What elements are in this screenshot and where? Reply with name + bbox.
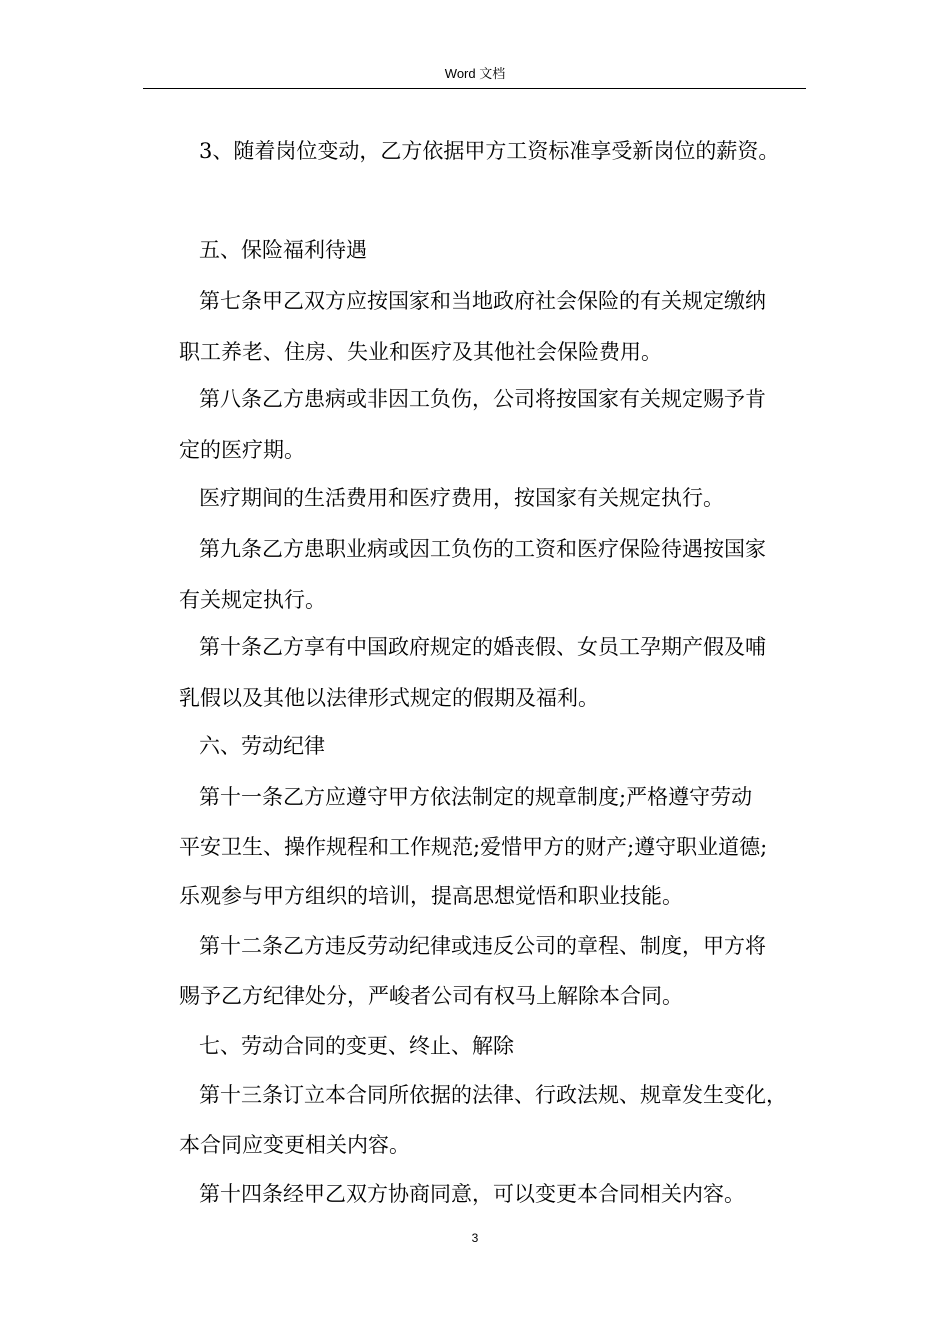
- body-line: 定的医疗期。: [179, 438, 305, 462]
- body-line: 3、随着岗位变动，乙方依据甲方工资标准享受新岗位的薪资。: [199, 139, 780, 163]
- body-line: 第十四条经甲乙双方协商同意，可以变更本合同相关内容。: [199, 1182, 745, 1206]
- body-line: 有关规定执行。: [179, 588, 326, 612]
- body-line: 医疗期间的生活费用和医疗费用，按国家有关规定执行。: [199, 486, 724, 510]
- body-line: 第七条甲乙双方应按国家和当地政府社会保险的有关规定缴纳: [199, 289, 766, 313]
- section-heading: 七、劳动合同的变更、终止、解除: [199, 1034, 514, 1058]
- body-line: 第十条乙方享有中国政府规定的婚丧假、女员工孕期产假及哺: [199, 635, 766, 659]
- header-divider: [143, 88, 806, 89]
- body-line: 第八条乙方患病或非因工负伤，公司将按国家有关规定赐予肯: [199, 387, 766, 411]
- body-line: 平安卫生、操作规程和工作规范;爱惜甲方的财产;遵守职业道德;: [179, 835, 768, 859]
- body-line: 职工养老、住房、失业和医疗及其他社会保险费用。: [179, 340, 662, 364]
- body-line: 本合同应变更相关内容。: [179, 1133, 410, 1157]
- body-line: 第十一条乙方应遵守甲方依法制定的规章制度;严格遵守劳动: [199, 785, 753, 809]
- body-line: 第九条乙方患职业病或因工负伤的工资和医疗保险待遇按国家: [199, 537, 766, 561]
- body-line: 第十三条订立本合同所依据的法律、行政法规、规章发生变化，: [199, 1083, 787, 1107]
- body-line: 第十二条乙方违反劳动纪律或违反公司的章程、制度，甲方将: [199, 934, 766, 958]
- section-heading: 五、保险福利待遇: [199, 238, 367, 262]
- body-line: 乳假以及其他以法律形式规定的假期及福利。: [179, 686, 599, 710]
- section-heading: 六、劳动纪律: [199, 734, 325, 758]
- body-line: 乐观参与甲方组织的培训，提高思想觉悟和职业技能。: [179, 884, 683, 908]
- page-number: 3: [471, 1231, 479, 1245]
- body-line: 赐予乙方纪律处分，严峻者公司有权马上解除本合同。: [179, 984, 683, 1008]
- header-title: Word 文档: [444, 66, 506, 81]
